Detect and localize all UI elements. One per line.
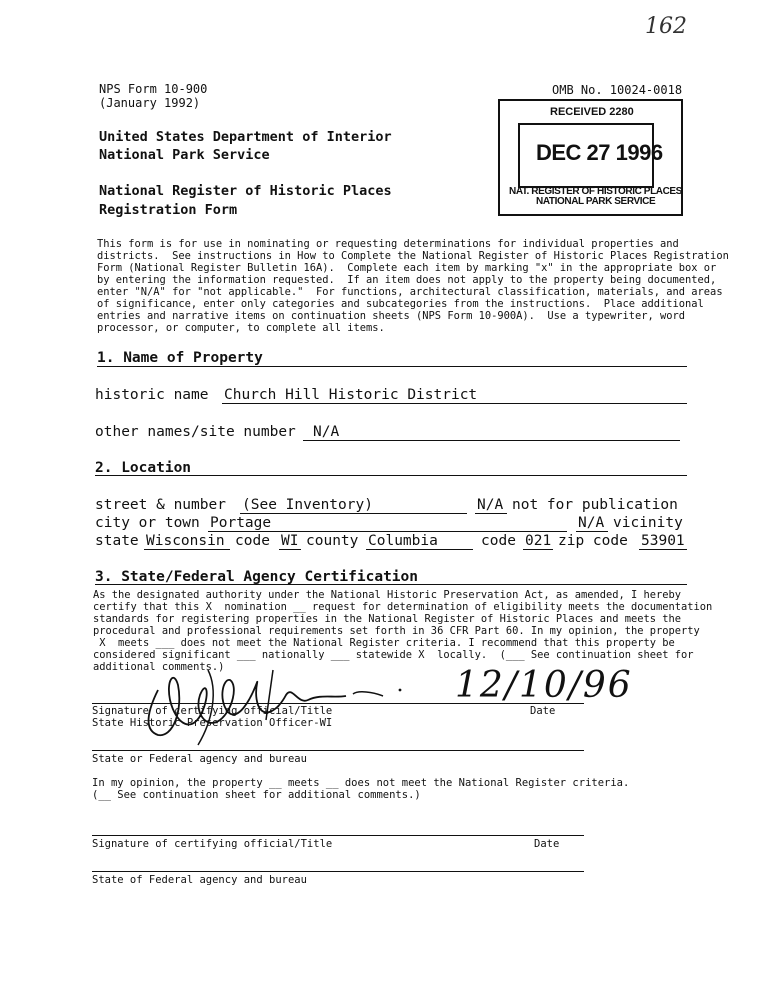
stamp-service-line: NATIONAL PARK SERVICE xyxy=(536,196,656,207)
zip-code-line xyxy=(639,549,687,550)
instructions-line-8: processor, or computer, to complete all items. xyxy=(97,322,385,334)
certification-line-3: standards for registering properties in the National Register of Historic Places and meets the xyxy=(93,613,682,625)
not-for-publication-value: N/A xyxy=(477,497,504,513)
certification-line-6: considered significant ___ nationally ___ statewide X locally. (___ See continuation sheet for xyxy=(93,649,694,661)
state-line xyxy=(144,549,230,550)
stamp-register-line: NAT. REGISTER OF HISTORIC PLACES xyxy=(509,186,682,197)
instructions-line-5: enter "N/A" for "not applicable." For functions, architectural classification, materials, and areas xyxy=(97,286,723,298)
county-value: Columbia xyxy=(368,533,438,549)
omb-number: OMB No. 10024-0018 xyxy=(552,83,683,97)
form-number: NPS Form 10-900 xyxy=(99,82,208,96)
street-number-label: street & number xyxy=(95,497,226,513)
date-2-label: Date xyxy=(534,838,560,850)
stamp-received-label: RECEIVED 2280 xyxy=(550,106,634,118)
signature-2-line xyxy=(92,835,584,836)
form-subtitle: Registration Form xyxy=(99,202,238,218)
certification-line-7: additional comments.) xyxy=(93,661,225,673)
handwritten-signature xyxy=(88,650,418,750)
certification-line-2: certify that this X nomination __ request for determination of eligibility meets the documentation xyxy=(93,601,713,613)
section-2-rule xyxy=(95,475,687,476)
certification-line-4: procedural and professional requirements set forth in 36 CFR Part 60. In my opinion, the property xyxy=(93,625,700,637)
other-names-line xyxy=(303,440,680,441)
stamp-date: DEC 27 1996 xyxy=(536,140,663,165)
state-code-line xyxy=(279,549,301,550)
opinion-line-1: In my opinion, the property __ meets __ does not meet the National Register criteria. xyxy=(92,777,630,789)
agency-label: State or Federal agency and bureau xyxy=(92,753,307,765)
historic-name-label: historic name xyxy=(95,387,209,403)
section-2-heading: 2. Location xyxy=(95,460,192,476)
section-3-heading: 3. State/Federal Agency Certification xyxy=(95,569,419,585)
date-label: Date xyxy=(530,705,556,717)
agency-2-label: State of Federal agency and bureau xyxy=(92,874,307,886)
signature-line xyxy=(92,703,584,704)
certification-line-5: X meets ___ does not meet the National Register criteria. I recommend that this property be xyxy=(93,637,675,649)
instructions-line-6: of significance, enter only categories and subcategories from the instructions. Place additional xyxy=(97,298,704,310)
agency-line: National Park Service xyxy=(99,147,270,163)
other-names-label: other names/site number xyxy=(95,424,296,440)
city-town-label: city or town xyxy=(95,515,200,531)
signature-2-label: Signature of certifying official/Title xyxy=(92,838,333,850)
city-town-line xyxy=(208,531,567,532)
instructions-line-4: by entering the information requested. If an item does not apply to the property being documented, xyxy=(97,274,717,286)
not-for-publication-line xyxy=(475,513,507,514)
street-number-value: (See Inventory) xyxy=(242,497,373,513)
signature-label: Signature of certifying official/Title xyxy=(92,705,333,717)
instructions-line-2: districts. See instructions in How to Complete the National Register of Historic Places Registration xyxy=(97,250,729,262)
street-number-line xyxy=(240,513,467,514)
certification-line-1: As the designated authority under the National Historic Preservation Act, as amended, I hereby xyxy=(93,589,682,601)
state-code-label: code xyxy=(235,533,270,549)
instructions-line-3: Form (National Register Bulletin 16A). Complete each item by marking "x" in the appropriate box or xyxy=(97,262,717,274)
section-1-rule xyxy=(97,366,687,367)
section-3-rule xyxy=(95,584,687,585)
corner-handwritten-note: 162 xyxy=(645,14,687,39)
historic-name-line xyxy=(222,403,687,404)
instructions-line-1: This form is for use in nominating or requesting determinations for individual properties and xyxy=(97,238,679,250)
other-names-value: N/A xyxy=(313,424,340,440)
handwritten-date: 12/10/96 xyxy=(455,665,633,706)
vicinity-value: N/A xyxy=(578,515,605,531)
county-code-label: code xyxy=(481,533,516,549)
agency-line xyxy=(92,750,584,751)
vicinity-label: vicinity xyxy=(613,515,683,531)
county-code-line xyxy=(523,549,553,550)
department-line: United States Department of Interior xyxy=(99,129,392,145)
county-code-value: 021 xyxy=(525,533,552,549)
form-title: National Register of Historic Places xyxy=(99,183,392,199)
officer-title: State Historic Preservation Officer-WI xyxy=(92,717,333,729)
form-date: (January 1992) xyxy=(99,96,201,110)
agency-2-line xyxy=(92,871,584,872)
section-1-heading: 1. Name of Property xyxy=(97,350,263,366)
city-town-value: Portage xyxy=(210,515,272,531)
vicinity-line xyxy=(576,531,608,532)
instructions-line-7: entries and narrative items on continuation sheets (NPS Form 10-900A). Use a typewriter, word xyxy=(97,310,686,322)
county-line xyxy=(366,549,473,550)
zip-code-value: 53901 xyxy=(641,533,685,549)
state-code-value: WI xyxy=(281,533,299,549)
state-value: Wisconsin xyxy=(146,533,225,549)
state-label: state xyxy=(95,533,139,549)
opinion-line-2: (__ See continuation sheet for additional comments.) xyxy=(92,789,421,801)
not-for-publication-label: not for publication xyxy=(512,497,678,513)
county-label: county xyxy=(306,533,359,549)
historic-name-value: Church Hill Historic District xyxy=(224,387,478,403)
zip-code-label: zip code xyxy=(558,533,628,549)
